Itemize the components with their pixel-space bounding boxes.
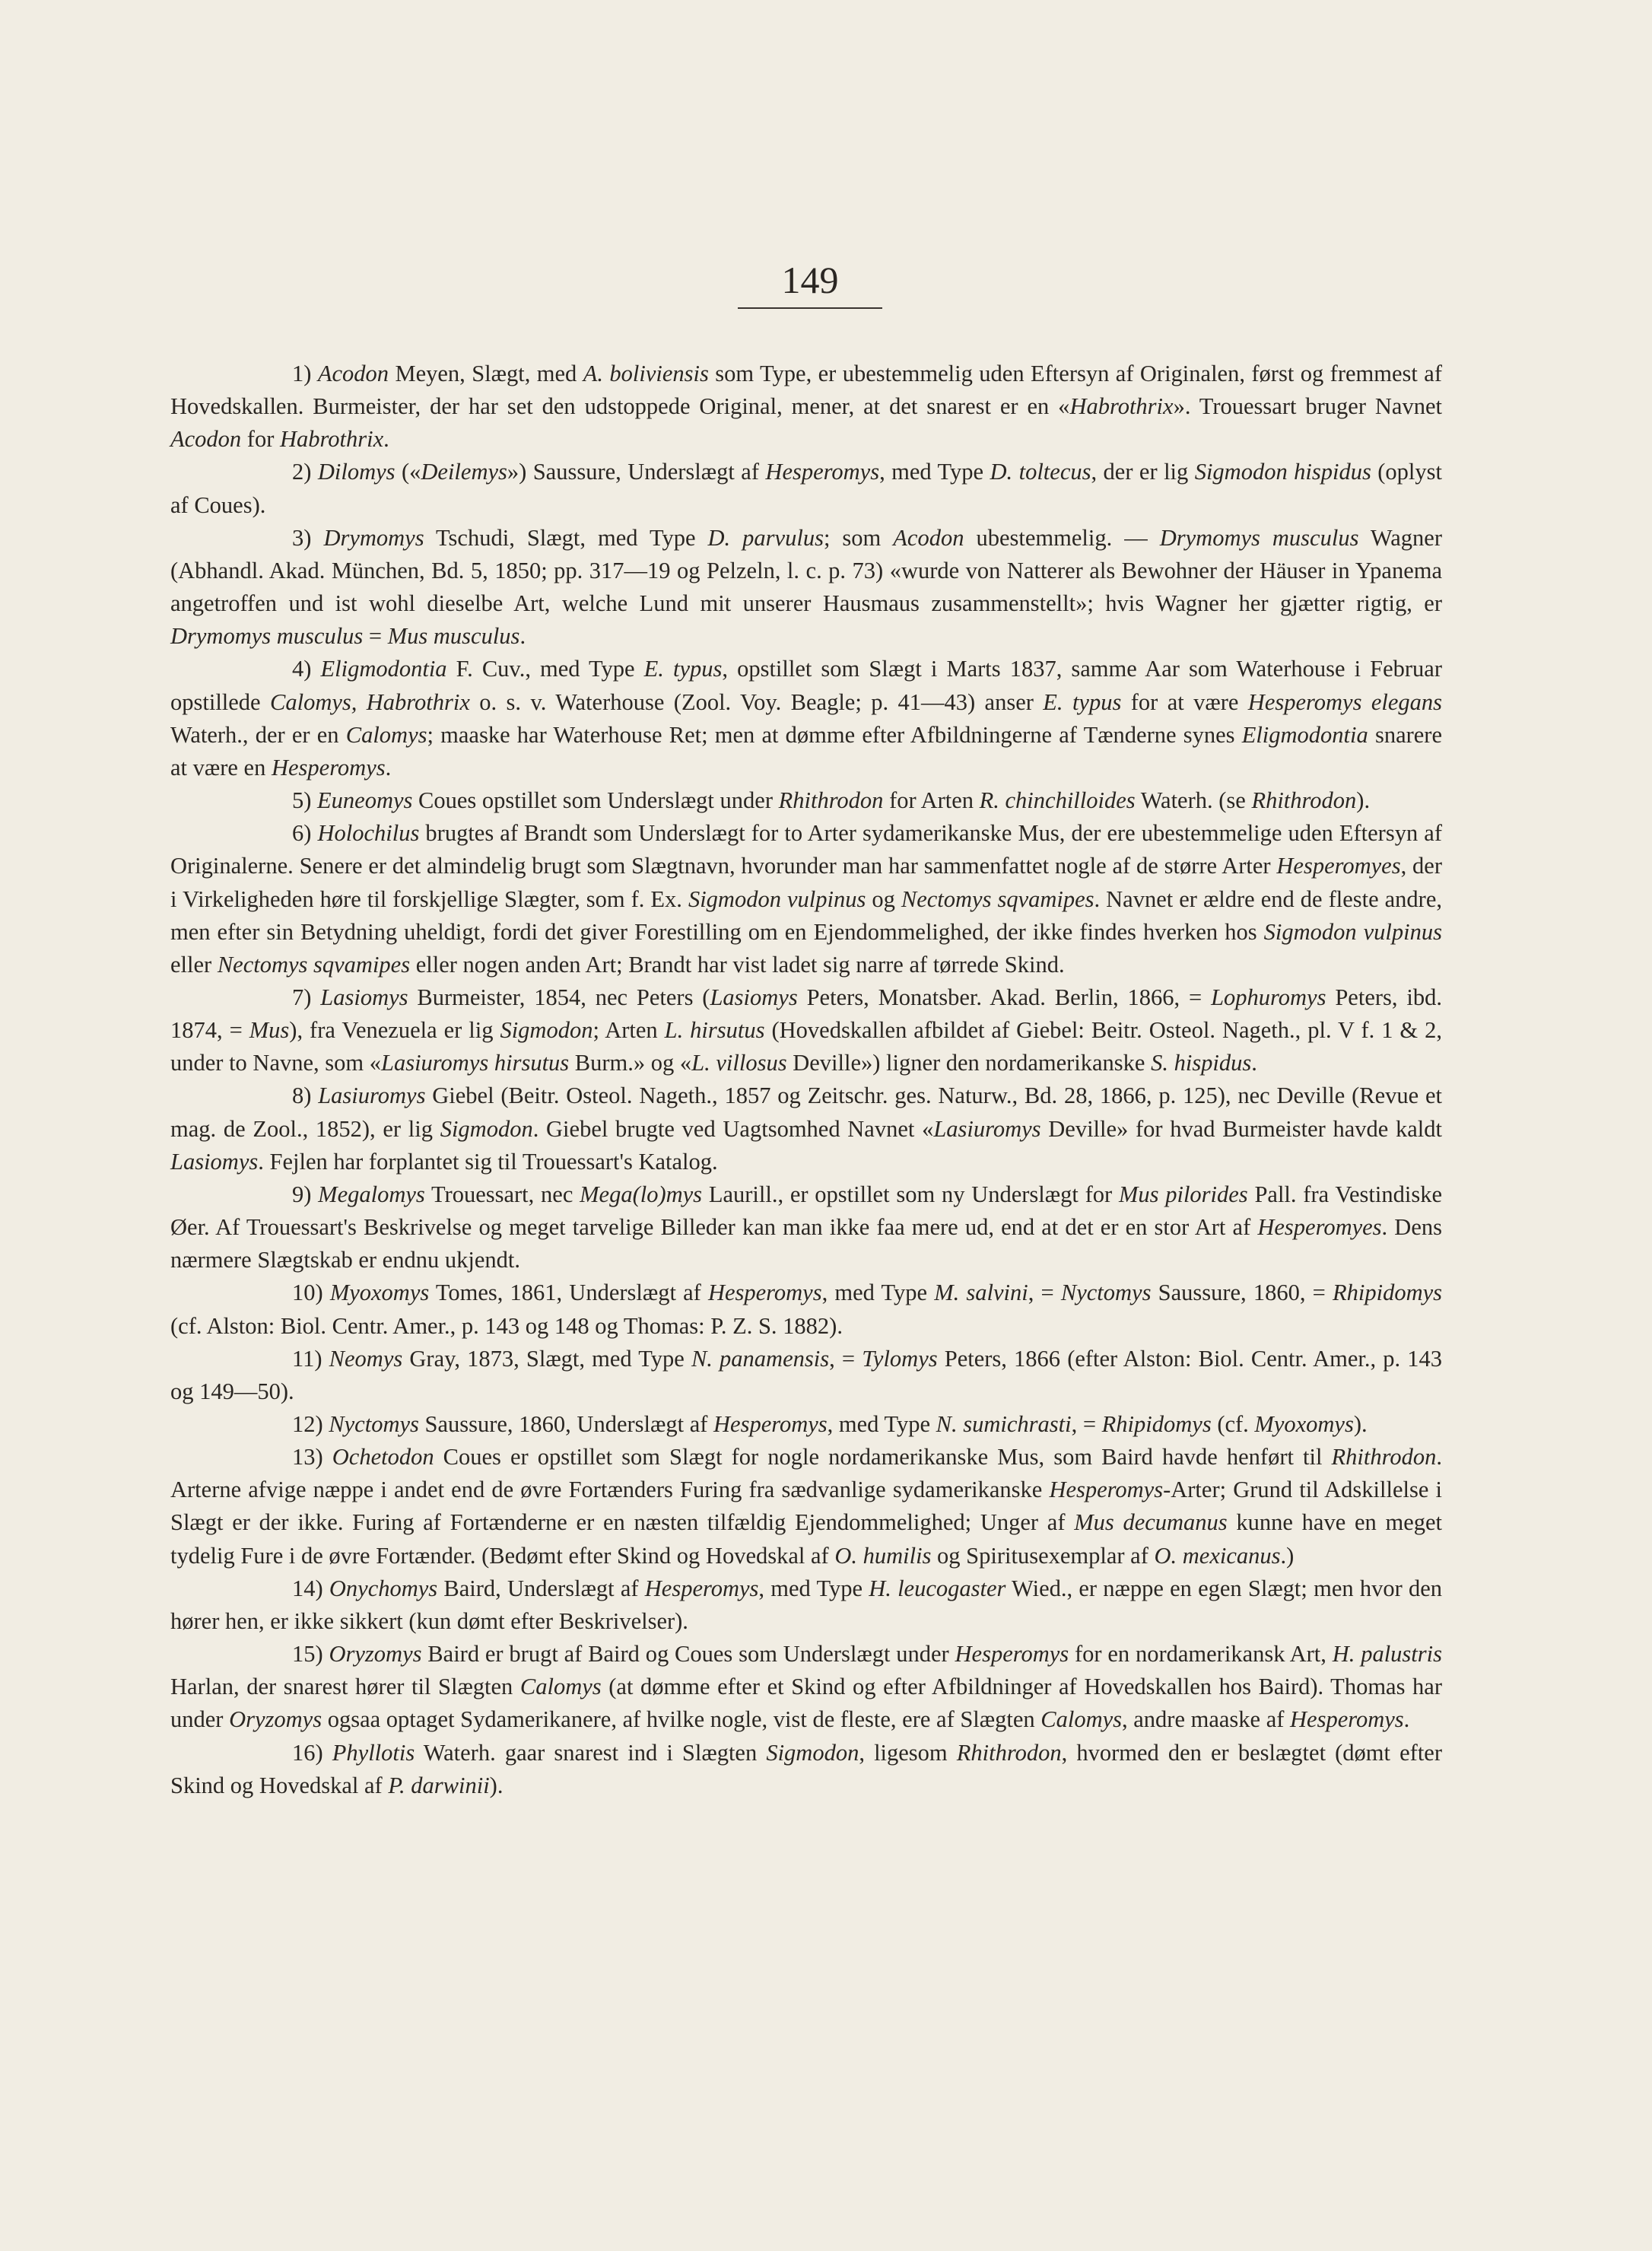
taxon-name: H. leucogaster	[869, 1575, 1006, 1601]
taxon-name: Phyllotis	[332, 1739, 415, 1766]
taxon-name: D. parvulus	[707, 524, 824, 551]
text-segment: ») Saussure, Underslægt af	[507, 459, 766, 485]
taxon-name: Habrothrix	[280, 426, 384, 453]
text-segment: Giebel (Beitr. Osteol. Nageth., 1857 og Zeitschr. ges. Naturw., Bd. 28, 1866, p. 125), nec Deville (Revue et mag. de Zool., 1852), er lig	[170, 1083, 1442, 1142]
text-segment: ).	[1353, 1411, 1368, 1437]
footnote-entry	[170, 1343, 1442, 1408]
text-segment: for Arten	[883, 787, 980, 814]
taxon-name: S. hispidus	[1151, 1050, 1252, 1076]
taxon-name: Nyctomys	[329, 1411, 419, 1437]
text-segment: snarere at være en	[170, 721, 1442, 781]
text-segment: 9)	[292, 1181, 319, 1207]
taxon-name: Hesperomyes	[1276, 853, 1401, 879]
text-segment: ).	[489, 1772, 504, 1798]
footnote-entry	[170, 1178, 1442, 1277]
text-segment: Peters, Monatsber. Akad. Berlin, 1866, =	[797, 984, 1212, 1010]
taxon-name: Rhithrodon	[778, 787, 884, 814]
text-segment: .	[519, 623, 526, 650]
text-segment: for en nordamerikansk Art,	[1069, 1641, 1333, 1668]
footnote-entry	[170, 817, 1442, 981]
footnote-entry	[170, 1408, 1442, 1441]
text-segment: F. Cuv., med Type	[446, 656, 644, 682]
text-segment: Wagner (Abhandl. Akad. München, Bd. 5, 1850; pp. 317—19 og Pelzeln, l. c. p. 73) «wurde von Natterer als Bewohner der Häuser in Ypanema angetroffen und ist wohl dieselbe Art, welche Lund mit unserer Hausmaus zusammenstellt»; hvis Wagner her gjætter rigtig, er	[170, 524, 1442, 617]
taxon-name: Drymomys musculus	[1159, 524, 1359, 551]
text-segment: ; maaske har Waterhouse Ret; men at dømme efter Afbildningerne af Tænderne synes	[427, 721, 1242, 748]
text-segment: , =	[1028, 1280, 1061, 1306]
footnote-entry	[170, 1638, 1442, 1736]
taxon-name: Mus	[249, 1017, 290, 1044]
taxon-name: L. villosus	[691, 1050, 787, 1076]
text-segment: som Type, er ubestemmelig uden Eftersyn af Originalen, først og fremmest af Hovedskallen. Burmeister, der har set den udstoppede Original, mener, at det snarest er en «	[170, 361, 1442, 420]
taxon-name: Hesperomys	[707, 1280, 822, 1306]
taxon-name: Rhipidomys	[1333, 1280, 1443, 1306]
taxon-name: Hesperomys	[271, 754, 386, 781]
footnote-entry	[170, 1572, 1442, 1638]
text-segment: .	[385, 754, 392, 781]
taxon-name: Rhithrodon	[956, 1739, 1062, 1766]
taxon-name: M. salvini	[934, 1280, 1028, 1306]
taxon-name: Mus pilorides	[1118, 1181, 1248, 1207]
taxon-name: H. palustris	[1332, 1641, 1442, 1668]
taxon-name: Hesperomyes	[1257, 1214, 1382, 1241]
text-segment: 13)	[292, 1444, 332, 1470]
text-segment: 7)	[292, 984, 321, 1010]
taxon-name: Calomys	[519, 1674, 602, 1700]
text-segment: .	[1251, 1050, 1257, 1076]
taxon-name: Nectomys sqvamipes	[901, 885, 1094, 912]
text-segment: Gray, 1873, Slægt, med Type	[402, 1345, 691, 1372]
taxon-name: Acodon	[893, 524, 964, 551]
text-segment: . Navnet er ældre end de fleste andre, men efter sin Betydning uheldigt, fordi det giver Forestilling om en Ejendommelighed, der ikke findes hverken hos	[170, 885, 1443, 945]
taxon-name: Drymomys	[323, 524, 424, 551]
taxon-name: Sigmodon vulpinus	[1263, 918, 1442, 945]
text-segment: , hvormed den er beslægtet (dømt efter Skind og Hovedskal af	[170, 1739, 1442, 1798]
text-segment: Laurill., er opstillet som ny Underslægt for	[702, 1181, 1119, 1207]
text-segment: kunne have en meget tydelig Fure i de øvre Fortænder. (Bedømt efter Skind og Hovedskal af	[170, 1509, 1443, 1569]
taxon-name: Acodon	[170, 426, 242, 453]
taxon-name: L. hirsutus	[664, 1017, 765, 1044]
text-segment: og	[866, 885, 901, 912]
text-segment: Trouessart, nec	[424, 1181, 580, 1207]
text-segment: , =	[1071, 1411, 1102, 1437]
text-segment: Tschudi, Slægt, med Type	[424, 524, 708, 551]
taxon-name: Eligmodontia	[320, 656, 447, 682]
text-segment: (oplyst af Coues).	[170, 459, 1442, 518]
footnote-entry	[170, 1737, 1442, 1802]
text-segment: ogsaa optaget Sydamerikanere, af hvilke nogle, vist de fleste, ere af Slægten	[322, 1706, 1041, 1733]
taxon-name: Hesperomys elegans	[1247, 688, 1443, 715]
taxon-name: Lasiomys	[170, 1148, 259, 1175]
taxon-name: Sigmodon hispidus	[1194, 459, 1371, 485]
text-segment: (cf.	[1211, 1411, 1255, 1437]
taxon-name: Lasiomys	[710, 984, 798, 1010]
footnote-entry	[170, 1079, 1442, 1178]
taxon-name: Eligmodontia	[1241, 721, 1368, 748]
text-segment: ; Arten	[592, 1017, 665, 1044]
taxon-name: E. typus	[1043, 688, 1122, 715]
taxon-name: Lophuromys	[1211, 984, 1326, 1010]
text-segment: Waterh. (se	[1135, 787, 1252, 814]
taxon-name: Hesperomys	[713, 1411, 828, 1437]
text-segment: for	[241, 426, 280, 453]
taxon-name: P. darwinii	[388, 1772, 490, 1798]
taxon-name: Acodon	[317, 361, 389, 386]
taxon-name: E. typus	[643, 656, 723, 682]
page-number: 149	[738, 257, 882, 309]
taxon-name: Nyctomys	[1060, 1280, 1152, 1306]
text-segment: 4)	[292, 656, 321, 682]
text-segment: o. s. v. Waterhouse (Zool. Voy. Beagle; p. 41—43) anser	[469, 688, 1044, 715]
taxon-name: Sigmodon vulpinus	[688, 885, 866, 912]
text-segment: eller	[170, 951, 218, 978]
taxon-name: Hesperomys	[765, 459, 880, 485]
text-segment: Peters, 1866 (efter Alston: Biol. Centr. Amer., p. 143 og 149—50).	[170, 1345, 1442, 1404]
text-segment: Baird, Underslægt af	[437, 1575, 645, 1601]
text-segment: .)	[1280, 1542, 1295, 1569]
taxon-name: Sigmodon	[500, 1017, 593, 1044]
text-segment: Tomes, 1861, Underslægt af	[429, 1280, 708, 1306]
text-segment: 6)	[292, 820, 318, 847]
text-segment: , der er lig	[1091, 459, 1195, 485]
text-segment: Saussure, 1860, Underslægt af	[418, 1411, 714, 1437]
text-segment: 14)	[292, 1575, 329, 1601]
taxon-name: Mus decumanus	[1074, 1509, 1228, 1536]
taxon-name: Sigmodon	[766, 1739, 859, 1766]
taxon-name: N. panamensis	[691, 1345, 830, 1372]
taxon-name: Hesperomys	[1049, 1477, 1164, 1503]
text-segment: . Dens nærmere Slægtskab er endnu ukjendt.	[170, 1214, 1442, 1273]
text-segment: , =	[829, 1345, 863, 1372]
footnote-entry	[170, 456, 1442, 521]
taxon-name: Hesperomys	[644, 1575, 759, 1601]
text-segment: , med Type	[879, 459, 990, 485]
text-segment: , med Type	[758, 1575, 869, 1601]
text-segment: for at være	[1121, 688, 1248, 715]
text-segment: og Spiritusexemplar af	[931, 1542, 1155, 1569]
text-segment: . Arterne afvige næppe i andet end de øvre Fortænders Furing fra sædvanlige sydamerikanske	[170, 1444, 1442, 1503]
text-segment: . Fejlen har forplantet sig til Trouessart's Katalog.	[258, 1148, 718, 1175]
footnote-entry	[170, 1441, 1442, 1572]
taxon-name: Tylomys	[862, 1345, 938, 1372]
taxon-name: N. sumichrasti	[936, 1411, 1072, 1437]
taxon-name: Ochetodon	[332, 1444, 434, 1470]
text-segment: =	[363, 623, 388, 650]
taxon-name: Lasiuromys hirsutus	[381, 1050, 570, 1076]
taxon-name: Habrothrix	[1069, 393, 1174, 420]
text-segment: , andre maaske af	[1122, 1706, 1291, 1733]
taxon-name: Rhipidomys	[1101, 1411, 1212, 1437]
text-segment: Burm.» og «	[569, 1050, 692, 1076]
text-segment: 1)	[292, 361, 318, 386]
footnote-entry	[170, 1277, 1442, 1342]
taxon-name: Neomys	[329, 1345, 403, 1372]
taxon-name: Holochilus	[317, 820, 420, 847]
taxon-name: Megalomys	[318, 1181, 425, 1207]
text-segment: .	[383, 426, 389, 453]
text-segment: eller nogen anden Art; Brandt har vist ladet sig narre af tørrede Skind.	[410, 951, 1065, 978]
text-segment: (cf. Alston: Biol. Centr. Amer., p. 143 og 148 og Thomas: P. Z. S. 1882).	[170, 1312, 843, 1339]
text-segment: 11)	[292, 1345, 329, 1372]
taxon-name: Oryzomys	[329, 1641, 422, 1668]
text-segment: . Giebel brugte ved Uagtsomhed Navnet «	[532, 1115, 934, 1142]
text-segment: Deville» for hvad Burmeister havde kaldt	[1040, 1115, 1443, 1142]
taxon-name: O. humilis	[834, 1542, 932, 1569]
text-segment: Coues er opstillet som Slægt for nogle nordamerikanske Mus, som Baird havde henført til	[434, 1444, 1332, 1470]
text-segment: Coues opstillet som Underslægt under	[412, 787, 779, 814]
taxon-name: Dilomys	[317, 459, 396, 485]
text-segment: Peters, ibd. 1874, =	[170, 984, 1442, 1044]
taxon-name: Hesperomys	[1290, 1706, 1404, 1733]
taxon-name: R. chinchilloides	[979, 787, 1136, 814]
text-segment: (at dømme efter et Skind og efter Afbildninger af Hovedskallen hos Baird). Thomas har under	[170, 1674, 1442, 1733]
taxon-name: Lasiuromys	[318, 1083, 426, 1109]
text-segment: ).	[1356, 787, 1371, 814]
text-segment: , med Type	[821, 1280, 935, 1306]
text-segment: Wied., er næppe en egen Slægt; men hvor den hører hen, er ikke sikkert (kun dømt efter Beskrivelser).	[170, 1575, 1442, 1634]
taxon-name: Deilemys	[421, 459, 507, 485]
text-segment: Waterh. gaar snarest ind i Slægten	[415, 1739, 767, 1766]
text-segment: 5)	[292, 787, 318, 814]
footnote-entry	[170, 981, 1442, 1079]
text-segment: (Hovedskallen afbildet af Giebel: Beitr. Osteol. Nageth., pl. V f. 1 & 2, under to Navne, som «	[170, 1017, 1442, 1076]
text-segment: brugtes af Brandt som Underslægt for to Arter sydamerikanske Mus, der ere ubestemmelige uden Eftersyn af Originalerne. Senere er det almindelig brugt som Slægtnavn, hvorunder man har sammenfattet nogle af de større Arter	[170, 820, 1442, 879]
text-segment: ». Trouessart bruger Navnet	[1173, 393, 1442, 420]
text-segment: ubestemmelig. —	[964, 524, 1160, 551]
taxon-name: Onychomys	[329, 1575, 438, 1601]
taxon-name: Mega(lo)mys	[580, 1181, 703, 1207]
taxon-name: Myoxomys	[1254, 1411, 1354, 1437]
text-segment: Baird er brugt af Baird og Coues som Underslægt under	[421, 1641, 955, 1668]
text-segment: Harlan, der snarest hører til Slægten	[170, 1674, 520, 1700]
footnote-entry	[170, 784, 1442, 817]
footnote-entry	[170, 522, 1442, 653]
footnote-entry	[170, 653, 1442, 784]
text-segment: Burmeister, 1854, nec Peters (	[408, 984, 710, 1010]
text-segment: , ligesom	[859, 1739, 957, 1766]
text-segment: Saussure, 1860, =	[1151, 1280, 1333, 1306]
text-segment: 12)	[292, 1411, 329, 1437]
text-segment: 3)	[292, 524, 324, 551]
taxon-name: Calomys	[1040, 1706, 1123, 1733]
taxon-name: Euneomys	[317, 787, 413, 814]
text-segment: ), fra Venezuela er lig	[289, 1017, 500, 1044]
taxon-name: Oryzomys	[229, 1706, 322, 1733]
text-segment: , med Type	[827, 1411, 936, 1437]
taxon-name: Calomys	[345, 721, 427, 748]
text-segment: Meyen, Slægt, med	[389, 361, 583, 386]
text-segment: Pall. fra Vestindiske Øer. Af Trouessart's Beskrivelse og meget tarvelige Billeder kan man ikke faa mere ud, end at det er en stor Art af	[170, 1181, 1442, 1241]
text-segment: -Arter; Grund til Adskillelse i Slægt er der ikke. Furing af Fortænderne er en næsten tilfældig Ejendommelighed; Unger af	[170, 1477, 1442, 1536]
taxon-name: Calomys, Habrothrix	[270, 688, 470, 715]
taxon-name: Lasiuromys	[933, 1115, 1041, 1142]
text-segment: , opstillet som Slægt i Marts 1837, samme Aar som Waterhouse i Februar opstillede	[170, 656, 1442, 715]
text-segment: Waterh., der er en	[170, 721, 346, 748]
text-segment: («	[395, 459, 421, 485]
text-segment: 16)	[292, 1739, 332, 1766]
taxon-name: Rhithrodon	[1251, 787, 1357, 814]
text-segment: .	[1403, 1706, 1410, 1733]
text-segment: 8)	[292, 1083, 319, 1109]
taxon-name: Lasiomys	[320, 984, 408, 1010]
taxon-name: Nectomys sqvamipes	[217, 951, 411, 978]
text-segment: , der i Virkeligheden høre til forskjellige Slægter, som f. Ex.	[170, 853, 1442, 912]
taxon-name: Sigmodon	[440, 1115, 533, 1142]
taxon-name: Rhithrodon	[1331, 1444, 1437, 1470]
taxon-name: Drymomys musculus	[170, 623, 364, 650]
text-segment: Deville») ligner den nordamerikanske	[786, 1050, 1152, 1076]
taxon-name: Myoxomys	[329, 1280, 430, 1306]
taxon-name: Mus musculus	[387, 623, 520, 650]
text-segment: 10)	[292, 1280, 330, 1306]
text-segment: 2)	[292, 459, 318, 485]
taxon-name: D. toltecus	[990, 459, 1091, 485]
taxon-name: A. boliviensis	[583, 361, 709, 386]
footnote-entry	[170, 358, 1442, 456]
taxon-name: O. mexicanus	[1154, 1542, 1281, 1569]
text-segment: 15)	[292, 1641, 329, 1668]
taxon-name: Hesperomys	[955, 1641, 1069, 1668]
text-body	[170, 358, 1442, 1802]
text-segment: ; som	[823, 524, 894, 551]
